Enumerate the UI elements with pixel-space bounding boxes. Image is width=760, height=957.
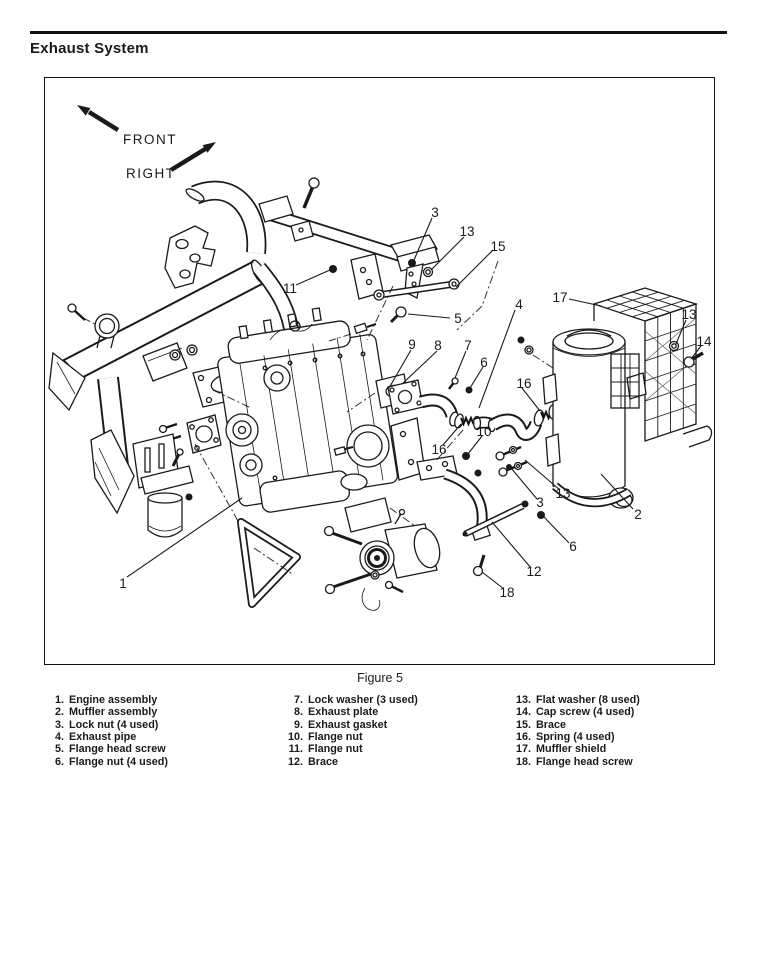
- parts-list-item: 15. Brace: [515, 718, 567, 731]
- figure-caption: Figure 5: [357, 671, 403, 685]
- parts-list-item: 10. Flange nut: [287, 731, 363, 744]
- callout-4: 4: [515, 297, 523, 312]
- belt-drawing: [241, 522, 297, 604]
- callout-1: 1: [119, 576, 127, 591]
- parts-list-item: 18. Flange head screw: [515, 755, 633, 768]
- right-arrow-icon: [171, 149, 206, 171]
- engine-assembly-drawing: [212, 300, 425, 532]
- callout-17: 17: [552, 290, 568, 305]
- exhaust-plate-drawing: [376, 374, 423, 414]
- exploded-view-drawing: [45, 78, 714, 664]
- parts-list-column-1: [46, 694, 168, 768]
- page-title: Exhaust System: [30, 40, 149, 57]
- parts-list-item: 5. Flange head screw: [54, 743, 166, 756]
- sensor-drawing: [354, 323, 367, 333]
- parts-list-item: 12. Brace: [287, 755, 339, 768]
- parts-list-column-3: [513, 694, 640, 768]
- callout-9: 9: [408, 337, 416, 352]
- callout-6b: 6: [569, 539, 577, 554]
- front-label: FRONT: [123, 132, 177, 147]
- parts-list-column-2: [285, 694, 418, 768]
- parts-list-item: 3. Lock nut (4 used): [54, 718, 159, 731]
- parts-list-item: 8. Exhaust plate: [293, 706, 379, 719]
- figure-box: [44, 77, 715, 665]
- callout-3a: 3: [431, 205, 439, 220]
- callout-14: 14: [696, 334, 712, 349]
- callout-7: 7: [464, 338, 472, 353]
- callout-6a: 6: [480, 355, 488, 370]
- parts-list-item: 6. Flange nut (4 used): [54, 755, 168, 768]
- callout-10: 10: [476, 424, 492, 439]
- callout-12: 12: [526, 564, 542, 579]
- callout-13a: 13: [459, 224, 475, 239]
- right-label: RIGHT: [126, 166, 176, 181]
- parts-list-item: 7. Lock washer (3 used): [293, 694, 418, 706]
- parts-list-item: 11. Flange nut: [288, 743, 363, 756]
- callout-3b: 3: [536, 495, 544, 510]
- callout-18: 18: [499, 585, 515, 600]
- callout-5: 5: [454, 311, 462, 326]
- callout-16a: 16: [516, 376, 532, 391]
- header-rule: [30, 31, 727, 34]
- parts-list-item: 16. Spring (4 used): [515, 731, 615, 744]
- parts-list-item: 17. Muffler shield: [515, 743, 607, 756]
- callout-13b: 13: [681, 307, 697, 322]
- parts-list-item: 1. Engine assembly: [54, 694, 158, 706]
- callout-8: 8: [434, 338, 442, 353]
- parts-list-item: 13. Flat washer (8 used): [515, 694, 640, 706]
- callout-15: 15: [490, 239, 506, 254]
- callout-13c: 13: [555, 486, 571, 501]
- parts-list-item: 14. Cap screw (4 used): [515, 706, 635, 719]
- parts-list-item: 4. Exhaust pipe: [54, 731, 137, 744]
- front-arrow-icon: [89, 112, 118, 130]
- parts-list-item: 2. Muffler assembly: [54, 706, 158, 719]
- callout-2: 2: [634, 507, 642, 522]
- callout-16b: 16: [431, 442, 447, 457]
- orientation-arrows: [77, 105, 216, 181]
- alternator-drawing: [325, 510, 444, 611]
- callout-11: 11: [282, 281, 298, 296]
- parts-list-item: 9. Exhaust gasket: [293, 718, 388, 731]
